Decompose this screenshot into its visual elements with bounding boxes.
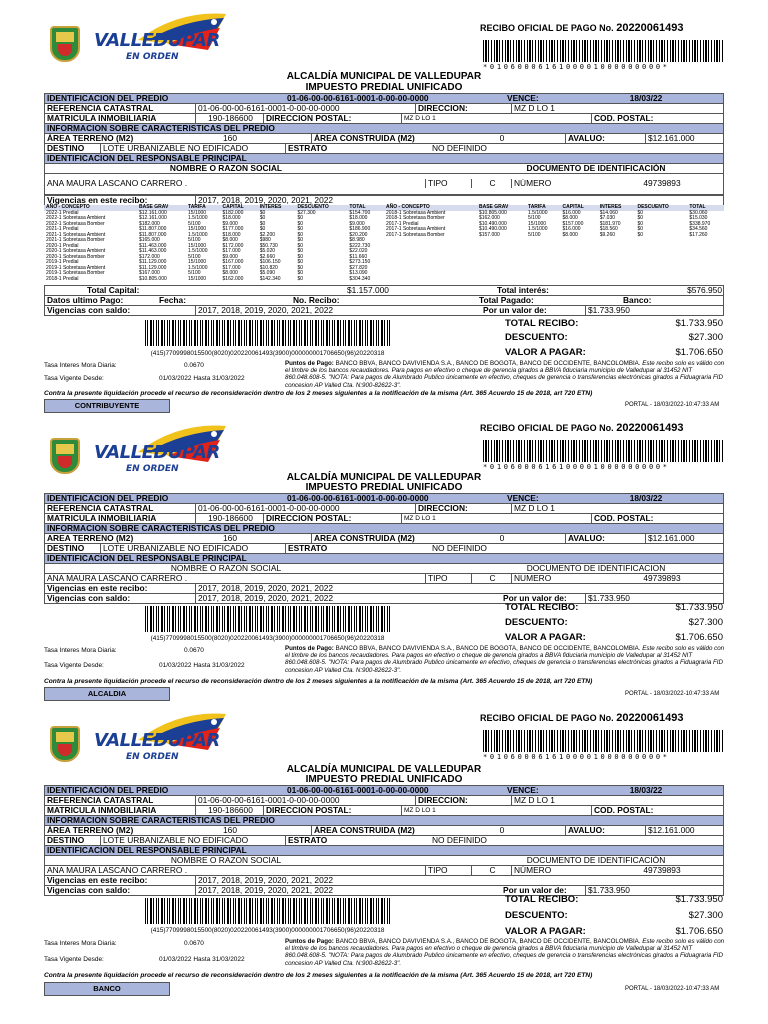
valledupar-logo [50,420,230,480]
table-cell: $162.000 [222,275,244,282]
table-cell: 1.5/1000 [188,215,208,221]
table-cell: $9.000 [222,220,238,227]
matricula-row: MATRICULA INMOBILIARIA 190-186600 DIRECCION POSTAL: MZ D LO 1 COD. POSTAL: [44,805,724,816]
table-cell: $8.000 [222,237,238,243]
copy-label-alcaldia: ALCALDIA [44,687,170,701]
table-cell: $154.700 [349,209,371,216]
table-cell: $9.000 [349,220,365,227]
table-cell: $338.970 [689,220,711,227]
matricula-row: MATRICULA INMOBILIARIA 190-186600 DIRECCION POSTAL: MZ D LO 1 COD. POSTAL: [44,113,724,124]
table-cell: $10.490.000 [478,226,507,232]
table-cell: $11.463.000 [138,242,167,249]
tasa-mora: Tasa Interes Mora Diaria: 0.0670 [44,647,204,654]
receipt-barcode [483,440,723,462]
table-cell: $0 [297,215,304,221]
descuento: DESCUENTO: $27.300 [505,910,723,921]
payment-barcode-text: (415)7709998015500(8020)020220061493(3900)000000001706650(96)20220318 [150,350,385,357]
table-cell: $0 [297,253,304,260]
table-cell: $0 [297,270,304,276]
receipt-number-label: RECIBO OFICIAL DE PAGO No. 20220061493 [480,422,684,434]
table-cell: $11.660 [349,253,368,260]
table-cell: $10.805.000 [478,209,507,216]
table-cell: $5.020 [259,248,276,254]
table-cell: $0 [637,231,644,238]
receipt-barcode-digits: *0106000616100001000000000* [483,463,670,471]
table-cell: 5/100 [188,270,201,276]
table-cell: 2017-1 Predial [386,220,419,227]
receipt-barcode [483,730,723,752]
legal-note: Contra la presente liquidación procede el recurso de reconsideración dentro de los 2 meses siguientes a la notificación de la misma (Art. 365 Acuerdo 15 de 2018, art 720 ETN) [44,678,593,685]
table-cell: $177.000 [222,226,244,232]
payment-barcode [145,898,390,924]
legal-note: Contra la presente liquidación procede el recurso de reconsideración dentro de los 2 meses siguientes a la notificación de la misma (Art. 365 Acuerdo 15 de 2018, art 720 ETN) [44,390,593,397]
vigencias-recibo-row: Vigencias en este recibo: 2017, 2018, 2019, 2020, 2021, 2022 [44,875,724,886]
table-cell: 2021-1 Sobretasa Bomber [46,237,105,243]
table-cell: 5/100 [188,237,201,243]
table-cell: 15/1000 [188,209,207,216]
brand-name: VALLEDUPAR [94,30,220,51]
total-recibo: TOTAL RECIBO: $1.733.950 [505,894,723,905]
table-cell: $7.030 [599,215,616,221]
area-row: AREA TERRENO (M2) 160 AREA CONSTRUIDA (M2) 0 AVALUO: $12.161.000 [44,533,724,544]
payment-barcode [145,606,390,632]
responsable-values-row: ANA MAURA LASCANO CARRERO . TIPO C NÚMERO 49739893 [44,865,724,876]
vigencias-col-header: BASE GRAV [137,205,186,211]
tasa-vigente: Tasa Vigente Desde: 01/03/2022 Hasta 31/03/2022 [44,375,245,382]
caracteristicas-header: INFORMACION SOBRE CARACTERISTICAS DEL PREDIO [44,815,724,826]
receipt-number-label: RECIBO OFICIAL DE PAGO No. 20220061493 [480,712,684,724]
table-cell: 2019-1 Sobretasa Ambient [46,264,106,271]
vigencias-col-header: DESCUENTO [635,205,687,211]
area-row: ÁREA TERRENO (M2) 160 ÁREA CONSTRUIDA (M2) 0 AVALUO: $12.161.000 [44,133,724,144]
table-cell: $20.200 [349,231,368,238]
table-cell: 2022-1 Sobretasa Ambient [46,215,106,221]
predio-id-row: IDENTIFICACION DEL PREDIO 01-06-00-00-6161-0001-0-00-00-0000 VENCE: 18/03/22 [44,93,724,104]
page-subtitle: IMPUESTO PREDIAL UNIFICADO [305,482,463,493]
tasa-mora: Tasa Interes Mora Diaria: 0.0670 [44,940,204,947]
page-subtitle: IMPUESTO PREDIAL UNIFICADO [305,82,463,93]
referencia-row: REFERENCIA CATASTRAL 01-06-00-00-6161-0001-0-00-00-0000 DIRECCION: MZ D LO 1 [44,503,724,514]
table-cell: $17.260 [689,231,708,238]
tasa-vigente: Tasa Vigente Desde: 01/03/2022 Hasta 31/03/2022 [44,956,245,963]
brand-tagline: EN ORDEN [126,52,179,62]
referencia-row: REFERENCIA CATASTRAL 01-06-00-00-6161-0001-0-00-00-0000 DIRECCION: MZ D LO 1 [44,795,724,806]
table-cell: 15/1000 [528,220,547,227]
table-row [44,277,384,283]
coat-of-arms-icon [50,26,80,62]
vigencias-col-header: BASE GRAV [477,205,526,211]
table-cell: 2018-1 Sobretasa Ambient [386,209,446,216]
table-cell: $12.161.000 [138,215,167,221]
vigencias-col-header: INTERES [598,205,636,211]
table-cell: $167.000 [222,259,244,265]
responsable-header: IDENTIFICACION DEL RESPONSABLE PRINCIPAL [44,153,724,164]
table-cell: 1.5/1000 [528,226,548,232]
brand-tagline: EN ORDEN [126,752,179,762]
table-cell: $0 [297,226,304,232]
vigencias-col-header: AÑO - CONCEPTO [44,205,137,211]
table-cell: $34.560 [689,226,708,232]
table-cell: $17.000 [222,264,241,271]
page-title: ALCALDÍA MUNICIPAL DE VALLEDUPAR [286,472,482,483]
table-cell: $0 [259,209,266,216]
table-cell: $186.900 [349,226,371,232]
valledupar-logo [50,708,230,768]
table-cell: $12.161.000 [138,209,167,216]
vigencias-saldo-row: Vigencias con saldo: 2017, 2018, 2019, 2020, 2021, 2022 Por un valor de: $1.733.950 [44,885,724,896]
table-cell: $0 [297,248,304,254]
table-cell: $8.000 [562,231,578,238]
vigencias-col-header: DESCUENTO [295,205,347,211]
table-cell: $10.820 [259,264,278,271]
table-cell: 2022-1 Sobretasa Bomber [46,220,105,227]
table-cell: $222.730 [349,242,371,249]
table-cell: $9.260 [599,231,616,238]
responsable-values-row: ANA MAURA LASCANO CARRERO . TIPO C NUMERO 49739893 [44,573,724,584]
table-cell: $0 [297,264,304,271]
vigencias-col-header: CAPITAL [561,205,598,211]
coat-of-arms-icon [50,438,80,474]
predio-id-row: IDENTIFICACIÓN DEL PREDIO 01-06-00-00-6161-0001-0-00-00-0000 VENCE: 18/03/22 [44,785,724,796]
coat-of-arms-icon [50,726,80,762]
payment-barcode-text: (415)7709998015500(8020)020220061493(3900)000000001706650(96)20220318 [150,927,385,934]
table-cell: $11.129.000 [138,264,167,271]
table-cell: 2020-1 Sobretasa Bomber [46,253,105,260]
table-cell: $162.000 [478,215,500,221]
table-cell: $13.090 [349,270,368,276]
table-cell: $11.807.000 [138,231,167,238]
responsable-labels-row: NOMBRE O RAZON SOCIAL DOCUMENTO DE IDENTIFICACIÓN [44,163,724,174]
brand-name: VALLEDUPAR [94,442,220,463]
table-cell: $16.000 [562,209,581,216]
brand-name: VALLEDUPAR [94,730,220,751]
table-cell: 2020-1 Predial [46,242,79,249]
puntos-de-pago: Puntos de Pago: BANCO BBVA, BANCO DAVIVIENDA S.A., BANCO DE BOGOTA, BANCO DE OCCIDENTE, BANCOLOMBIA. Este recibo solo es válido con el timbre de los bancos recaudadores. Para pagos en efectivo o cheque de gerencia girados a BBVA fiduciaria municipio de Valledupar al 31452 NIT 860.048.608-5. "NOTA: Para pagos de Alumbrado Publico únicamente en efectivo, cheques de gerencia o transferencias electrónicas girados a Fiduagraria FID concesion AP Valled Cta. N:900-82622-3". [285,360,725,389]
table-cell: 5/100 [188,220,201,227]
page-title: ALCALDÍA MUNICIPAL DE VALLEDUPAR [286,764,482,775]
copy-label-banco: BANCO [44,982,170,996]
receipt-copy-contribuyente [0,0,768,340]
table-cell: $172.000 [138,253,160,260]
vigencias-col-header: TARIFA [526,205,561,211]
table-cell: $2.200 [259,231,276,238]
receipt-number: 20220061493 [616,712,684,724]
valledupar-logo [50,8,230,68]
table-cell: 2017-1 Sobretasa Ambient [386,226,446,232]
valor-a-pagar: VALOR A PAGAR: $1.706.650 [505,347,723,358]
vigencias-col-header: CAPITAL [221,205,258,211]
table-cell: 2019-1 Sobretasa Bomber [46,270,105,276]
legal-note: Contra la presente liquidación procede el recurso de reconsideración dentro de los 2 meses siguientes a la notificación de la misma (Art. 365 Acuerdo 15 de 2018, art 720 ETN) [44,972,593,979]
table-cell: $18.000 [222,231,241,238]
vigencias-col-header: TARIFA [186,205,221,211]
table-cell: $15.030 [689,215,708,221]
table-cell: 1.5/1000 [188,231,208,238]
table-cell: $980 [259,237,271,243]
table-cell: 1.5/1000 [528,209,548,216]
caracteristicas-header: INFORMACION SOBRE CARACTERISTICAS DEL PREDIO [44,123,724,134]
table-cell: 2022-1 Predial [46,209,79,216]
table-cell: $304.340 [349,275,371,282]
receipt-barcode-digits: *0106000616100001000000000* [483,753,670,761]
valor-a-pagar: VALOR A PAGAR: $1.706.650 [505,632,723,643]
matricula-row: MATRICULA INMOBILIARIA 190-186600 DIRECCION POSTAL: MZ D LO 1 COD. POSTAL: [44,513,724,524]
table-cell: $0 [297,275,304,282]
brand-tagline: EN ORDEN [126,464,179,474]
table-cell: $106.150 [259,259,281,265]
page-subtitle: IMPUESTO PREDIAL UNIFICADO [305,774,463,785]
table-cell: $0 [637,215,644,221]
table-cell: $11.463.000 [138,248,167,254]
table-cell: $30.060 [689,209,708,216]
destino-row: DESTINO LOTE URBANIZABLE NO EDIFICADO ESTRATO NO DEFINIDO [44,143,724,154]
table-cell: $0 [259,220,266,227]
receipt-number: 20220061493 [616,422,684,434]
table-cell: $9.000 [222,253,238,260]
receipt-copy-alcaldia [0,420,768,710]
table-cell: $0 [637,226,644,232]
area-row: ÁREA TERRENO (M2) 160 ÁREA CONSTRUIDA (M2) 0 AVALUO: $12.161.000 [44,825,724,836]
table-cell: $10.805.000 [138,275,167,282]
table-cell: $8.000 [562,215,578,221]
table-cell: 2019-1 Predial [46,259,79,265]
table-cell: $8.000 [222,270,238,276]
destino-row: DESTINO LOTE URBANIZABLE NO EDIFICADO ESTRATO NO DEFINIDO [44,543,724,554]
table-cell: 2021-1 Predial [46,226,79,232]
portal-timestamp: PORTAL - 18/03/2022-10:47:33 AM [625,691,720,697]
table-cell: $14.060 [599,209,618,216]
table-row [384,233,724,239]
totals-capital-row: Total Capital: $1.157.000 Total interés: $576.950 [44,285,724,296]
vigencias-detail-table [44,205,724,282]
vigencias-col-header: AÑO - CONCEPTO [384,205,477,211]
table-cell: $181.970 [599,220,621,227]
table-cell: $18.000 [349,215,368,221]
tasa-vigente: Tasa Vigente Desde: 01/03/2022 Hasta 31/03/2022 [44,662,245,669]
vigencias-table-right [384,205,724,238]
table-cell: $157.000 [562,220,584,227]
table-cell: $0 [637,220,644,227]
total-recibo: TOTAL RECIBO: $1.733.950 [505,318,723,329]
predio-id-row: IDENTIFICACION DEL PREDIO 01-06-00-00-6161-0001-0-00-00-0000 VENCE: 18/03/22 [44,493,724,504]
table-cell: 2020-1 Sobretasa Ambient [46,248,106,254]
table-cell: $18.560 [599,226,618,232]
receipt-barcode [483,40,723,62]
table-cell: $172.000 [222,242,244,249]
table-cell: $0 [259,226,266,232]
table-cell: $165.000 [138,237,160,243]
table-cell: 15/1000 [188,275,207,282]
table-cell: $0 [637,209,644,216]
valor-a-pagar: VALOR A PAGAR: $1.706.650 [505,926,723,937]
table-cell: $0 [297,237,304,243]
table-cell: 2021-1 Sobretasa Ambient [46,231,106,238]
responsable-header: IDENTIFICACION DEL RESPONSABLE PRINCIPAL [44,553,724,564]
table-cell: 1.5/1000 [188,264,208,271]
receipt-number: 20220061493 [616,22,684,34]
ultimo-pago-row: Datos ultimo Pago: Fecha: No. Recibo: Total Pagado: Banco: [44,295,724,306]
vigencias-col-header: TOTAL [347,205,384,211]
table-cell: $11.807.000 [138,226,167,232]
page-title: ALCALDÍA MUNICIPAL DE VALLEDUPAR [286,71,482,82]
receipt-barcode-digits: *0106000616100001000000000* [483,63,670,71]
vigencias-col-header: INTERES [258,205,296,211]
receipt-copy-banco [0,708,768,1024]
table-cell: 2017-1 Sobretasa Bomber [386,231,445,238]
table-cell: $273.150 [349,259,371,265]
vigencias-col-header: TOTAL [687,205,724,211]
receipt-number-label: RECIBO OFICIAL DE PAGO No. 20220061493 [480,22,684,34]
table-cell: 15/1000 [188,242,207,249]
table-cell: $5.090 [259,270,276,276]
table-cell: $17.000 [222,248,241,254]
table-cell: $182.000 [138,220,160,227]
referencia-row: REFERENCIA CATASTRAL 01-06-00-00-6161-0001-0-00-00-0000 DIRECCION: MZ D LO 1 [44,103,724,114]
responsable-labels-row: NOMBRE O RAZON SOCIAL DOCUMENTO DE IDENTIFICACION [44,563,724,574]
table-cell: $0 [297,259,304,265]
payment-barcode [145,320,390,346]
table-cell: $2.660 [259,253,276,260]
descuento: DESCUENTO: $27.300 [505,617,723,628]
puntos-de-pago: Puntos de Pago: BANCO BBVA, BANCO DAVIVIENDA S.A., BANCO DE BOGOTA, BANCO DE OCCIDENTE, BANCOLOMBIA. Este recibo solo es válido con el timbre de los bancos recaudadores. Para pagos en efectivo o cheque de gerencia girados a BBVA fiduciaria municipio de Valledupar al 31452 NIT 860.048.608-5. "NOTA: Para pagos de Alumbrado Publico únicamente en efectivo, cheques de gerencia o transferencias electrónicas girados a Fiduagraria FID concesion AP Valled Cta. N:900-82622-3". [285,938,725,967]
table-cell: $22.020 [349,248,368,254]
responsable-header: IDENTIFICACION DEL RESPONSABLE PRINCIPAL [44,845,724,856]
table-cell: 2018-1 Predial [46,275,79,282]
table-cell: $18.000 [222,215,241,221]
table-cell: 15/1000 [188,259,207,265]
table-cell: 1.5/1000 [188,248,208,254]
table-cell: 15/1000 [188,226,207,232]
caracteristicas-header: INFORMACION SOBRE CARACTERISTICAS DEL PREDIO [44,523,724,534]
responsable-values-row: ANA MAURA LASCANO CARRERO . TIPO C NÚMERO 49739893 [44,173,724,195]
table-cell: $157.000 [478,231,500,238]
table-cell: $8.980 [349,237,365,243]
vigencias-saldo-row: Vigencias con saldo: 2017, 2018, 2019, 2020, 2021, 2022 Por un valor de: $1.733.950 [44,593,724,604]
puntos-de-pago: Puntos de Pago: BANCO BBVA, BANCO DAVIVIENDA S.A., BANCO DE BOGOTA, BANCO DE OCCIDENTE, BANCOLOMBIA. Este recibo solo es válido con el timbre de los bancos recaudadores. Para pagos en efectivo o cheque de gerencia girados a BBVA fiduciaria municipio de Valledupar al 31452 NIT 860.048.608-5. "NOTA: Para pagos de Alumbrado Publico únicamente en efectivo, cheques de gerencia o transferencias electrónicas girados a Fiduagraria FID concesion AP Valled Cta. N:900-82622-3". [285,645,725,674]
copy-label-contribuyente: CONTRIBUYENTE [44,399,170,413]
table-cell: $167.000 [138,270,160,276]
table-cell: $27.820 [349,264,368,271]
vigencias-saldo-row: Vigencias con saldo: 2017, 2018, 2019, 2020, 2021, 2022 Por un valor de: $1.733.950 [44,305,724,316]
vigencias-recibo-row: Vigencias en este recibo: 2017, 2018, 2019, 2020, 2021, 2022 [44,583,724,594]
table-cell: $27.300 [297,209,316,216]
table-cell: 2018-1 Sobretasa Bomber [386,215,445,221]
table-cell: $16.000 [562,226,581,232]
table-cell: $50.730 [259,242,278,249]
portal-timestamp: PORTAL - 18/03/2022-10:47:33 AM [625,402,720,408]
vigencias-table-left [44,205,384,282]
table-cell: $0 [297,220,304,227]
tasa-mora: Tasa Interes Mora Diaria: 0.0670 [44,362,204,369]
total-recibo: TOTAL RECIBO: $1.733.950 [505,602,723,613]
vigencias-recibo-row: Vigencias en este recibo: 2017, 2018, 2019, 2020, 2021, 2022 [44,195,724,206]
portal-timestamp: PORTAL - 18/03/2022-10:47:33 AM [625,986,720,992]
table-cell: $10.490.000 [478,220,507,227]
table-cell: $0 [259,215,266,221]
table-cell: $0 [297,231,304,238]
destino-row: DESTINO LOTE URBANIZABLE NO EDIFICADO ESTRATO NO DEFINIDO [44,835,724,846]
table-cell: 5/100 [528,231,541,238]
table-cell: $142.340 [259,275,281,282]
descuento: DESCUENTO: $27.300 [505,332,723,343]
table-cell: $11.129.000 [138,259,167,265]
payment-barcode-text: (415)7709998015500(8020)020220061493(3900)000000001706650(96)20220318 [150,635,385,642]
responsable-labels-row: NOMBRE O RAZON SOCIAL DOCUMENTO DE IDENTIFICACIÓN [44,855,724,866]
table-cell: $0 [297,242,304,249]
table-cell: 5/100 [528,215,541,221]
table-cell: 5/100 [188,253,201,260]
table-cell: $182.000 [222,209,244,216]
